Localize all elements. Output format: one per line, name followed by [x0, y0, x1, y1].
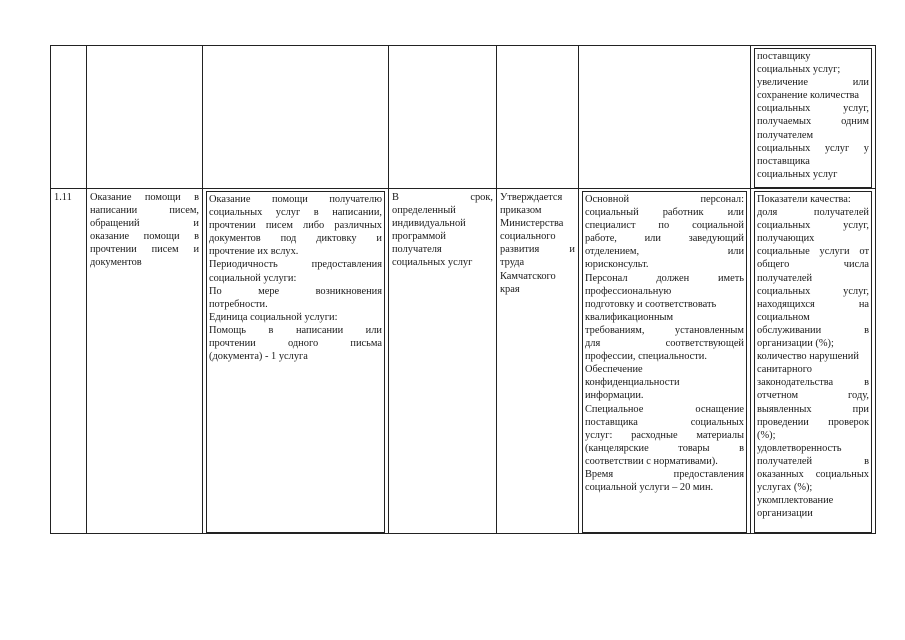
text-line: получателя	[392, 244, 442, 256]
text-line: профессии, специальности.	[585, 351, 707, 363]
description-frame	[206, 191, 385, 533]
text-line: специалист по социальной	[585, 220, 744, 232]
services-table	[50, 45, 876, 534]
text-line: поставщика	[757, 155, 810, 167]
cell-number	[51, 46, 87, 189]
text-line: отделением, или	[585, 246, 744, 258]
cell-quality	[751, 46, 876, 189]
text-line: социальных услуг в написании,	[209, 207, 382, 219]
text-line: для соответствующей	[585, 338, 744, 350]
cell-tariff	[497, 46, 579, 189]
text-line: конфиденциальности	[585, 377, 680, 389]
text-line: обращений и	[90, 218, 199, 230]
text-line: юрисконсульт.	[585, 259, 649, 271]
text-line: поставщика социальных	[585, 416, 744, 428]
text-line: определенный	[392, 205, 456, 217]
text-line: написании писем,	[90, 205, 199, 217]
text-line: Оказание помощи в	[90, 192, 199, 203]
text-line: По мере возникновения	[209, 285, 382, 297]
text-line: социальных услуг,	[757, 285, 869, 297]
text-line: (канцелярские товары в	[585, 442, 744, 454]
tariff-text	[500, 191, 575, 296]
text-line: социальных услуг	[757, 168, 838, 180]
text-line: Обеспечение	[585, 364, 643, 376]
cell-description	[203, 46, 389, 189]
text-line: социальном	[757, 311, 810, 323]
description-text	[209, 193, 382, 363]
cell-deadline	[389, 189, 497, 534]
text-line: организации (%);	[757, 338, 834, 350]
text-line: количество нарушений	[757, 351, 859, 363]
text-line: профессиональную	[585, 285, 672, 297]
text-line: поставщику	[757, 51, 811, 62]
text-line: выявленных при	[757, 403, 869, 415]
text-line: подготовку и соответствовать	[585, 298, 717, 310]
text-line: требованиям, установленным	[585, 324, 744, 336]
deadline-text	[392, 191, 493, 270]
text-line: удовлетворенность	[757, 442, 842, 454]
cell-tariff	[497, 189, 579, 534]
text-line: находящихся на	[757, 298, 869, 310]
text-line: получаемых одним	[757, 116, 869, 128]
text-line: получателей	[757, 272, 813, 284]
text-line: документов под диктовку и	[209, 233, 382, 245]
text-line: края	[500, 283, 520, 295]
quality-text	[757, 50, 869, 181]
text-line: законодательства в	[757, 377, 869, 389]
text-line: оказание помощи в	[90, 231, 199, 243]
quality-frame	[754, 48, 872, 188]
cell-conditions	[579, 46, 751, 189]
text-line: услуг: расходные материалы	[585, 429, 744, 441]
text-line: потребности.	[209, 298, 268, 310]
cell-conditions	[579, 189, 751, 534]
cell-service-name	[87, 46, 203, 189]
text-line: социального	[500, 231, 556, 243]
text-line: социальные услуги от	[757, 246, 869, 258]
text-line: Помощь в написании или	[209, 324, 382, 336]
text-line: Основной персонал:	[585, 194, 744, 205]
text-line: развития и	[500, 244, 575, 256]
cell-deadline	[389, 46, 497, 189]
text-line: прочтении писем и	[90, 244, 199, 256]
text-line: Периодичность предоставления	[209, 259, 382, 271]
text-line: оказанных социальных	[757, 468, 869, 480]
cell-service-name	[87, 189, 203, 534]
text-line: увеличение или	[757, 77, 869, 89]
text-line: работе, или заведующий	[585, 233, 744, 245]
conditions-text	[585, 193, 744, 494]
text-line: организации	[757, 508, 813, 520]
text-line: социальных услуг;	[757, 64, 841, 76]
text-line: социальных услуг	[392, 257, 473, 269]
text-line: сохранение количества	[757, 90, 860, 102]
text-line: труда	[500, 257, 525, 269]
text-line: (документа) - 1 услуга	[209, 351, 308, 363]
text-line: прочтении одного письма	[209, 338, 382, 350]
text-line: информации.	[585, 390, 644, 402]
text-line: социальных услуг,	[757, 220, 869, 232]
text-line: доля получателей	[757, 207, 869, 219]
cell-number	[51, 189, 87, 534]
text-line: проведении проверок	[757, 416, 869, 428]
text-line: Время предоставления	[585, 468, 744, 480]
text-line: (%);	[757, 429, 776, 441]
text-line: документов	[90, 257, 142, 269]
text-line: приказом	[500, 205, 542, 217]
service-name-text	[90, 191, 199, 270]
text-line: соответствии с нормативами).	[585, 455, 718, 467]
cell-description	[203, 189, 389, 534]
text-line: Специальное оснащение	[585, 403, 744, 415]
text-line: получателем	[757, 129, 814, 141]
text-line: обслуживании в	[757, 324, 869, 336]
text-line: квалификационным	[585, 311, 674, 323]
quality-frame	[754, 191, 872, 533]
text-line: Показатели качества:	[757, 194, 851, 205]
text-line: В срок,	[392, 192, 493, 203]
text-line: Камчатского	[500, 270, 556, 282]
text-line: Оказание помощи получателю	[209, 194, 382, 205]
text-line: прочтение их вслух.	[209, 246, 299, 258]
text-line: Персонал должен иметь	[585, 272, 744, 284]
row-number: 1.11	[54, 192, 72, 203]
cell-quality	[751, 189, 876, 534]
text-line: отчетном году,	[757, 390, 869, 402]
text-line: социальных услуг у	[757, 142, 869, 154]
text-line: общего числа	[757, 259, 869, 271]
text-line: Единица социальной услуги:	[209, 311, 338, 323]
table-row	[51, 46, 876, 189]
text-line: укомплектование	[757, 495, 834, 507]
text-line: социальных услуг,	[757, 103, 869, 115]
text-line: прочтении писем либо различных	[209, 220, 382, 232]
text-line: социальной услуги – 20 мин.	[585, 482, 714, 494]
text-line: получающих	[757, 233, 815, 245]
text-line: индивидуальной	[392, 218, 466, 230]
text-line: социальный работник или	[585, 207, 744, 219]
text-line: программой	[392, 231, 446, 243]
conditions-frame	[582, 191, 747, 533]
text-line: Министерства	[500, 218, 564, 230]
text-line: Утверждается	[500, 192, 563, 203]
text-line: санитарного	[757, 364, 812, 376]
quality-text	[757, 193, 869, 520]
text-line: услугах (%);	[757, 482, 813, 494]
table-row	[51, 189, 876, 534]
text-line: социальной услуги:	[209, 272, 297, 284]
text-line: получателей в	[757, 455, 869, 467]
